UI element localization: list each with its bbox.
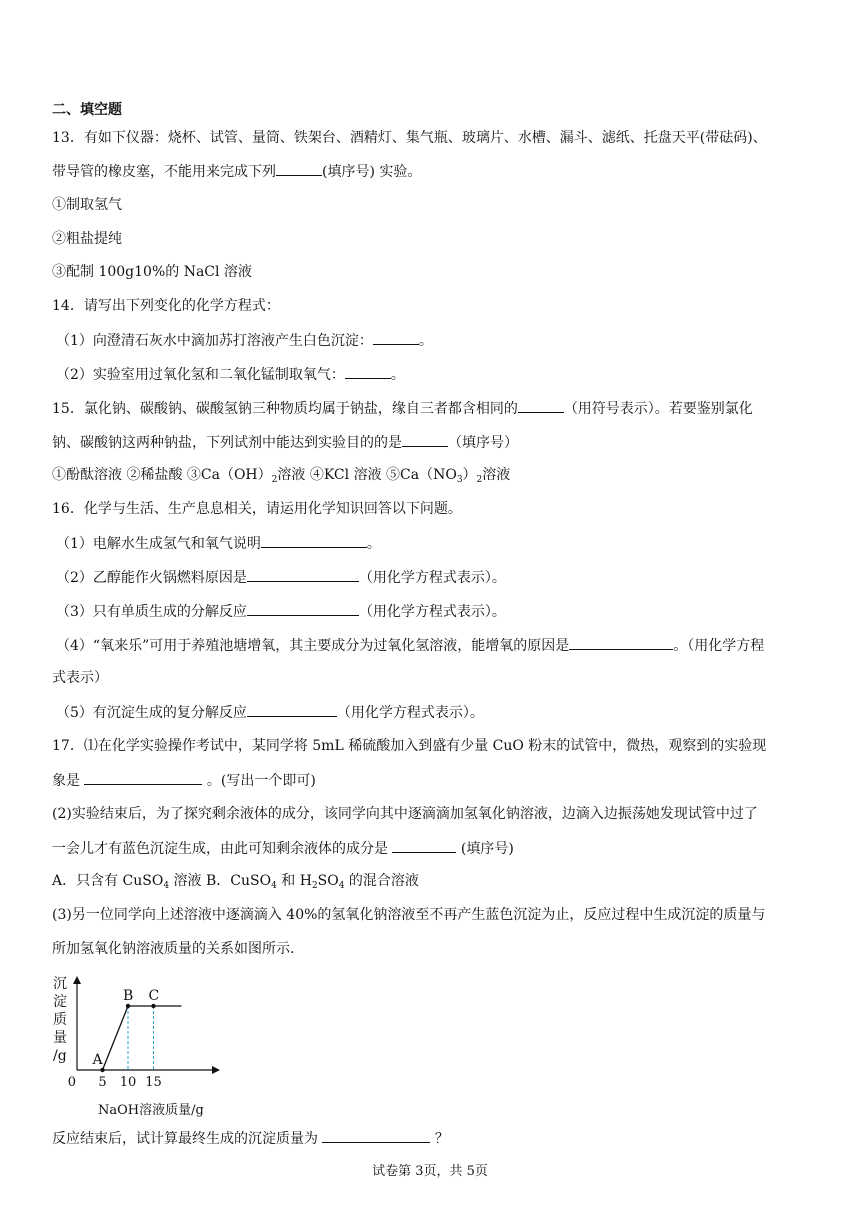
q13-option-1: ①制取氢气	[52, 197, 122, 213]
answer-blank[interactable]	[392, 838, 456, 853]
point-label-B: B	[123, 988, 134, 1004]
q15-line1: 15．氯化钠、碳酸钠、碳酸氢钠三种物质均属于钠盐，缘自三者都含相同的 （用符号表示）。若要鉴别氯化	[52, 398, 753, 419]
q13-option-3: ③配制 100g10%的 NaCl 溶液	[52, 264, 252, 280]
x-axis-arrow	[212, 1066, 220, 1074]
q17-line3: (2)实验结束后，为了探究剩余液体的成分，该同学向其中逐滴滴加氢氧化钠溶液，边滴入边振荡她发现试管中过了	[52, 806, 758, 822]
answer-blank[interactable]	[261, 533, 367, 548]
answer-blank[interactable]	[247, 567, 359, 582]
q13-option-2: ②粗盐提纯	[52, 231, 122, 247]
series-line	[103, 1006, 182, 1070]
q16-part-4-cont: 式表示）	[52, 670, 108, 686]
q14-part-2: （2）实验室用过氧化氢和二氧化锰制取氧气： 。	[56, 364, 405, 385]
x-tick-label: 10	[119, 1075, 137, 1090]
data-point-A	[100, 1068, 104, 1072]
point-label-C: C	[148, 988, 160, 1004]
data-point-C	[151, 1004, 155, 1008]
precipitate-mass-graph	[44, 968, 234, 1118]
q17-line7: 所加氢氧化钠溶液质量的关系如图所示.	[52, 941, 295, 957]
q14-part-1: （1）向澄清石灰水中滴加苏打溶液产生白色沉淀： 。	[56, 330, 433, 351]
q16-part-4: （4）“氧来乐”可用于养殖池塘增氧，其主要成分为过氧化氢溶液，能增氧的原因是 。（用化学方程	[56, 635, 764, 656]
q15-line2: 钠、碳酸钠这两种钠盐，下列试剂中能达到实验目的的是 （填序号）	[52, 432, 518, 453]
section-title: 二、填空题	[52, 102, 122, 118]
y-axis-arrow	[73, 976, 81, 984]
origin-label: 0	[67, 1075, 76, 1090]
q17-line2: 象是 。(写出一个即可)	[52, 770, 316, 791]
q16-part-1: （1）电解水生成氢气和氧气说明 。	[56, 533, 381, 554]
q17-choices: A．只含有 CuSO$_4$ 溶液 B．CuSO$_4$ 和 $H_2SO_4$ 的混合溶液	[52, 873, 419, 891]
x-tick-label: 5	[98, 1075, 107, 1090]
y-axis-label	[53, 976, 67, 1064]
data-point-B	[126, 1004, 130, 1008]
q13-line1: 13．有如下仪器：烧杯、试管、量筒、铁架台、酒精灯、集气瓶、玻璃片、水槽、漏斗、滤纸、托盘天平(带砝码)、	[52, 130, 767, 146]
plot-area	[92, 988, 182, 1090]
y-label-char: 淀	[53, 994, 67, 1010]
q16-part-5: （5）有沉淀生成的复分解反应 （用化学方程式表示）。	[56, 702, 484, 723]
y-label-char: /g	[53, 1048, 67, 1064]
page-footer: 试卷第 3页，共 5页	[372, 1164, 488, 1179]
q17-line4: 一会儿才有蓝色沉淀生成，由此可知剩余液体的成分是 (填序号)	[52, 838, 514, 859]
q17-line1: 17．⑴在化学实验操作考试中，某同学将 5mL 稀硫酸加入到盛有少量 CuO 粉末的试管中，微热，观察到的实验现	[52, 738, 767, 754]
answer-blank[interactable]	[518, 398, 564, 413]
q15-options: ①酚酞溶液 ②稀盐酸 $③Ca(OH)_2$溶液 ④KCl 溶液 $⑤Ca(NO_3)_2$溶液	[52, 467, 511, 485]
x-tick-label: 15	[145, 1075, 162, 1090]
answer-blank[interactable]	[373, 330, 419, 345]
answer-blank[interactable]	[247, 702, 337, 717]
q17-line6: (3)另一位同学向上述溶液中逐滴滴入 40%的氢氧化钠溶液至不再产生蓝色沉淀为止，反应过程中生成沉淀的质量与	[52, 907, 766, 923]
answer-blank[interactable]	[322, 1128, 430, 1143]
q13-line2: 带导管的橡皮塞，不能用来完成下列 (填序号) 实验。	[52, 161, 421, 182]
answer-blank[interactable]	[569, 635, 673, 650]
y-label-char: 量	[53, 1030, 67, 1046]
x-axis-label: NaOH溶液质量/g	[98, 1103, 204, 1118]
answer-blank[interactable]	[345, 364, 391, 379]
answer-blank[interactable]	[247, 601, 359, 616]
q16-part-2: （2）乙醇能作火锅燃料原因是 （用化学方程式表示）。	[56, 567, 506, 588]
q16-part-3: （3）只有单质生成的分解反应 （用化学方程式表示）。	[56, 601, 506, 622]
q16-stem: 16．化学与生活、生产息息相关，请运用化学知识回答以下问题。	[52, 501, 462, 517]
answer-blank[interactable]	[84, 770, 202, 785]
point-label-A: A	[92, 1052, 103, 1068]
answer-blank[interactable]	[276, 161, 322, 176]
q17-final: 反应结束后，试计算最终生成的沉淀质量为 ？	[52, 1128, 449, 1149]
y-label-char: 沉	[53, 976, 67, 992]
y-label-char: 质	[53, 1012, 67, 1028]
q14-stem: 14．请写出下列变化的化学方程式：	[52, 298, 280, 314]
answer-blank[interactable]	[402, 432, 448, 447]
